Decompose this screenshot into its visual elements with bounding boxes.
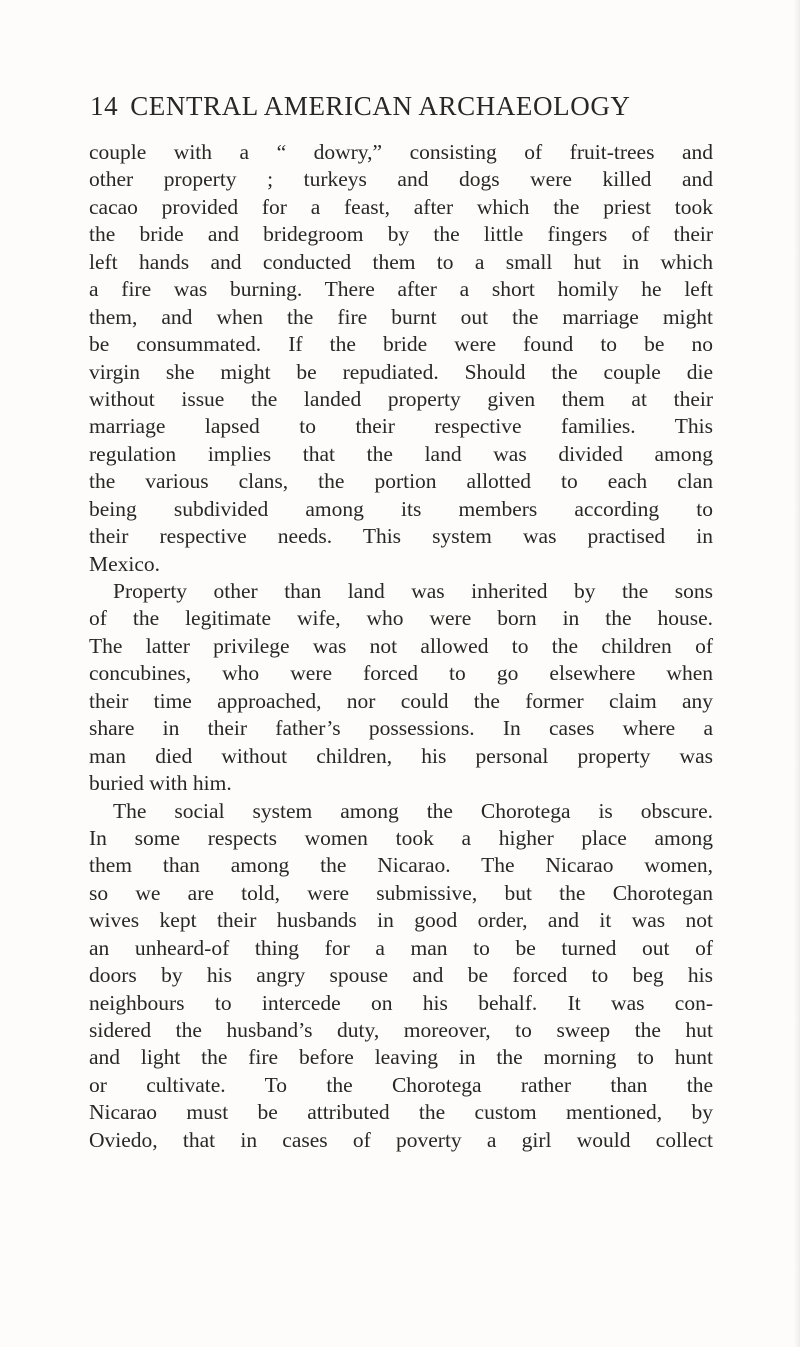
text-line: couple with a “ dowry,” consisting of fruit-trees and (89, 140, 713, 164)
text-line: neighbours to intercede on his behalf. It was con- (89, 990, 713, 1015)
text-line: share in their father’s possessions. In cases where a (89, 716, 713, 741)
text-line: them, and when the fire burnt out the marriage might (89, 304, 713, 329)
text-line: wives kept their husbands in good order, and it was not (89, 908, 713, 933)
text-line: man died without children, his personal property was (89, 743, 713, 768)
text-line: Oviedo, that in cases of poverty a girl would collect (89, 1127, 713, 1152)
body-text (89, 139, 713, 1154)
text-line: their respective needs. This system was practised in (89, 524, 713, 549)
text-line: a fire was burning. There after a short homily he left (89, 277, 713, 302)
text-line: Mexico. (89, 551, 161, 576)
text-line: being subdivided among its members according to (89, 496, 713, 521)
running-head (90, 88, 710, 124)
text-line: marriage lapsed to their respective families. This (89, 414, 713, 439)
page-number: 14 (90, 91, 119, 121)
text-line: be consummated. If the bride were found to be no (89, 332, 713, 357)
text-line: regulation implies that the land was divided among (89, 441, 713, 466)
paragraph-first-line: Property other than land was inherited by the sons (113, 579, 713, 603)
text-line: without issue the landed property given them at their (89, 386, 713, 411)
text-line: of the legitimate wife, who were born in the house. (89, 606, 713, 631)
text-line: buried with him. (89, 771, 232, 796)
text-line: an unheard-of thing for a man to be turned out of (89, 935, 713, 960)
text-line: the various clans, the portion allotted to each clan (89, 469, 713, 494)
text-line: concubines, who were forced to go elsewhere when (89, 661, 713, 686)
text-line: and light the fire before leaving in the morning to hunt (89, 1045, 713, 1070)
text-line: them than among the Nicarao. The Nicarao women, (89, 853, 713, 878)
text-line: their time approached, nor could the former claim any (89, 688, 713, 713)
text-line: cacao provided for a feast, after which the priest took (89, 194, 713, 219)
text-line: virgin she might be repudiated. Should the couple die (89, 359, 713, 384)
text-line: sidered the husband’s duty, moreover, to sweep the hut (89, 1018, 713, 1042)
running-title: CENTRAL AMERICAN ARCHAEOLOGY (130, 91, 631, 121)
text-line: In some respects women took a higher place among (89, 825, 713, 850)
text-line: left hands and conducted them to a small hut in which (89, 249, 713, 274)
text-line: The latter privilege was not allowed to the children of (89, 633, 713, 658)
text-line: the bride and bridegroom by the little fingers of their (89, 222, 713, 247)
text-line: doors by his angry spouse and be forced to beg his (89, 963, 713, 988)
page-edge-shadow (794, 0, 800, 1347)
paragraph-first-line: The social system among the Chorotega is obscure. (113, 798, 713, 823)
text-line: or cultivate. To the Chorotega rather than the (89, 1072, 713, 1097)
text-line: so we are told, were submissive, but the Chorotegan (89, 880, 713, 905)
text-line: other property ; turkeys and dogs were killed and (89, 167, 713, 192)
text-line: Nicarao must be attributed the custom mentioned, by (89, 1100, 713, 1125)
